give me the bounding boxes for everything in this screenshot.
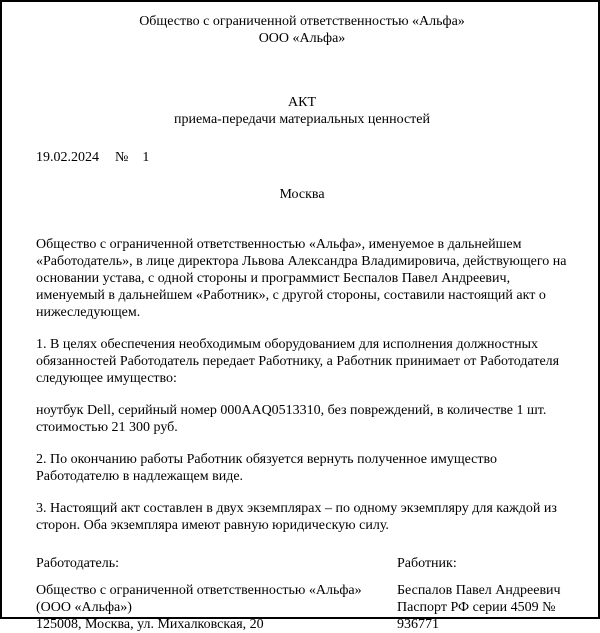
employer-label: Работодатель: <box>36 556 120 571</box>
doc-subtitle: приема-передачи материальных ценностей <box>173 112 430 127</box>
signatures-block <box>36 555 568 633</box>
date-row <box>36 149 568 166</box>
property-description-paragraph: ноутбук Dell, серийный номер 000AAQ0513310, без повреждений, в количестве 1 шт. стоимостью 21 300 руб. <box>36 403 547 435</box>
doc-title: АКТ <box>288 95 316 110</box>
title-block <box>36 94 568 128</box>
employee-passport-number: 936771 <box>397 617 439 632</box>
number-sign: № <box>115 150 129 165</box>
clause-1-paragraph: 1. В целях обеспечения необходимым оборудованием для исполнения должностных обязанностей Работодатель передает Работнику, а Работник принимает от Работодателя следующее имущество: <box>36 337 560 386</box>
employee-name: Беспалов Павел Андреевич <box>397 583 561 598</box>
employer-address: 125008, Москва, ул. Михалковская, 20 <box>36 617 264 632</box>
employer-column <box>36 555 381 633</box>
employee-details <box>397 582 568 633</box>
org-full-name: Общество с ограниченной ответственностью «Альфа» <box>139 14 465 29</box>
employer-details <box>36 582 381 633</box>
doc-number: 1 <box>142 150 150 165</box>
employer-org-name: Общество с ограниченной ответственностью «Альфа» <box>36 583 362 598</box>
employer-org-short-name: (ООО «Альфа») <box>36 600 132 615</box>
org-short-name: ООО «Альфа» <box>258 31 346 46</box>
city-name: Москва <box>279 187 325 202</box>
employee-label: Работник: <box>397 556 457 571</box>
clause-3-paragraph: 3. Настоящий акт составлен в двух экземплярах – по одному экземпляру для каждой из сторон. Оба экземпляра имеют равную юридическую силу. <box>36 501 557 533</box>
employee-passport-series: Паспорт РФ серии 4509 № <box>397 600 556 615</box>
doc-date: 19.02.2024 <box>36 150 99 165</box>
employee-column <box>397 555 568 633</box>
preamble-paragraph: Общество с ограниченной ответственностью «Альфа», именуемое в дальнейшем «Работодатель», в лице директора Львова Александра Владимировича, действующего на основании устава, с одной стороны и программист Беспалов Павел Андреевич, именуемый в дальнейшем «Работник», с другой стороны, составили настоящий акт о нижеследующем. <box>36 237 567 320</box>
clause-2-paragraph: 2. По окончанию работы Работник обязуется вернуть полученное имущество Работодателю в надлежащем виде. <box>36 452 498 484</box>
org-header <box>36 13 568 47</box>
